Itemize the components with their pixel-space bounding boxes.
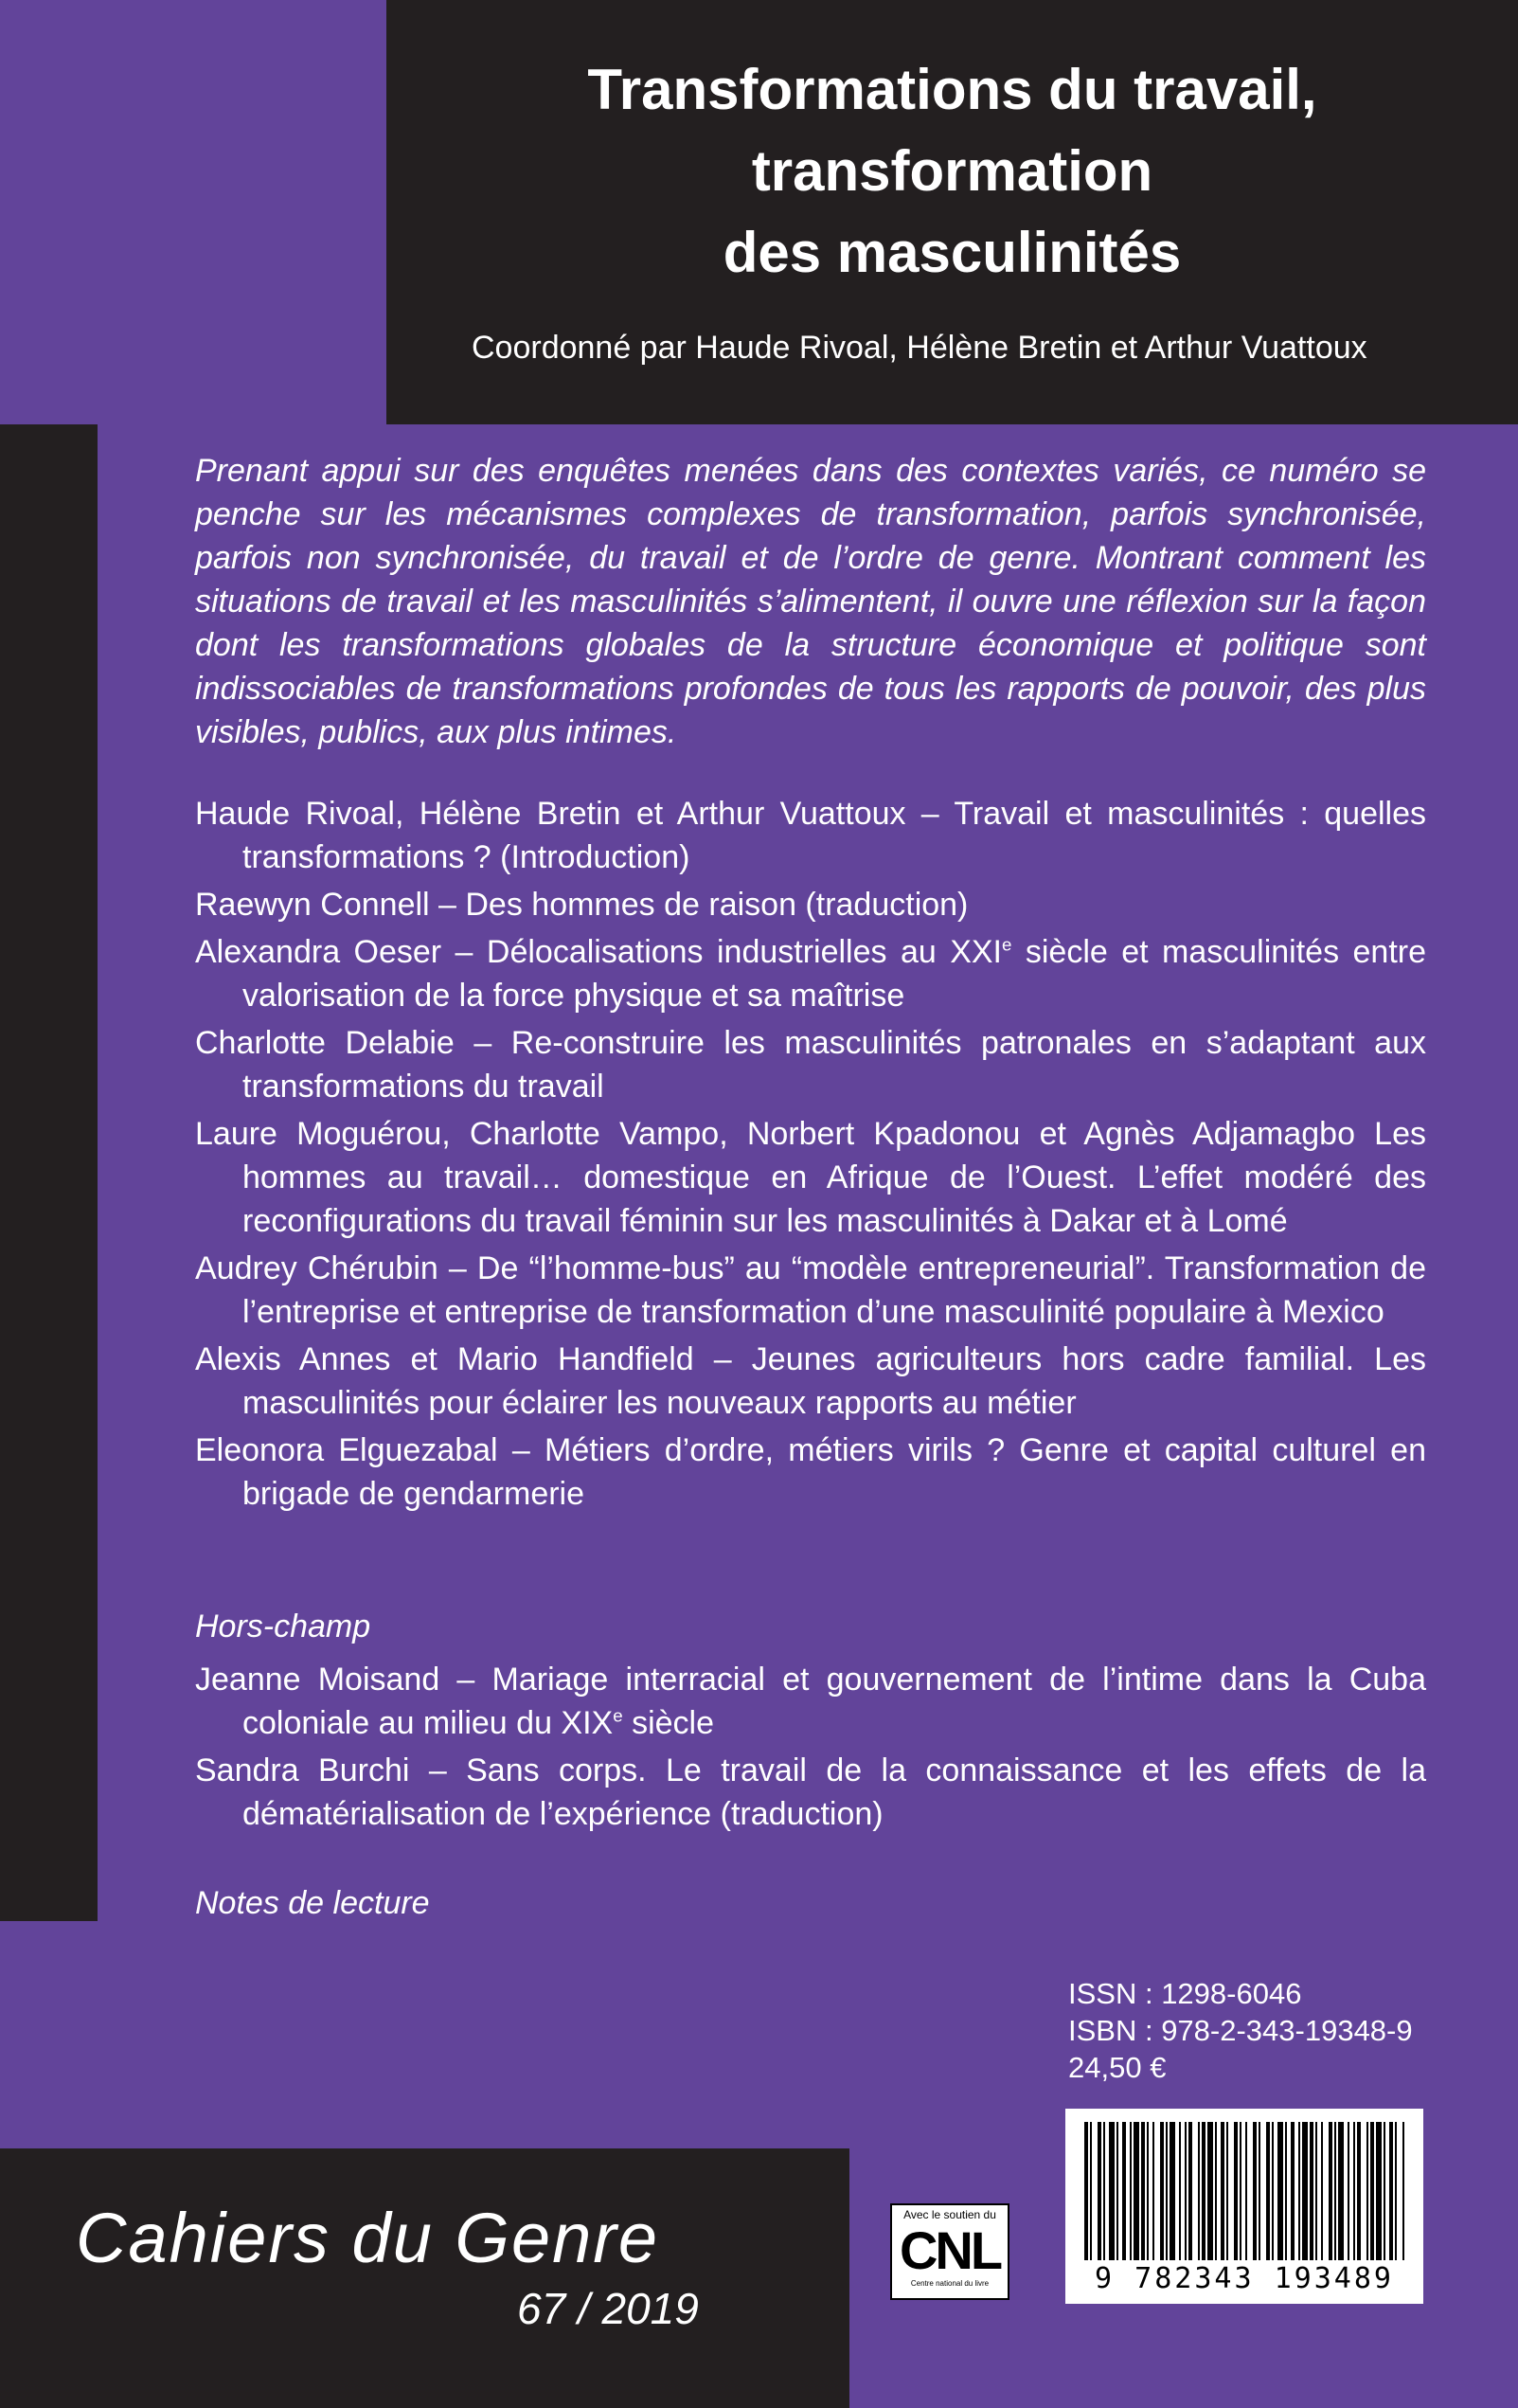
barcode-bar xyxy=(1272,2122,1274,2260)
barcode-bar xyxy=(1384,2122,1385,2260)
toc-item: Sandra Burchi – Sans corps. Le travail de la connaissance et les effets de la dématérialisation de l’expérience (traduction) xyxy=(195,1752,1426,1832)
barcode-bar xyxy=(1338,2122,1344,2260)
barcode-bar xyxy=(1134,2122,1139,2260)
hors-champ-label: Hors-champ xyxy=(195,1608,371,1644)
abstract: Prenant appui sur des enquêtes menées dans des contextes variés, ce numéro se penche sur les mécanismes complexes de transformation, parfois synchronisée, parfois non synchronisée, du travail et de l’ordre de genre. Montrant comment les situations de travail et les masculinités s’alimentent, il ouvre une réflexion sur la façon dont les transformations globales de la structure économique et politique sont indissociables de transformations profondes de tous les rapports de pouvoir, des plus visibles, publics, aux plus intimes. xyxy=(195,453,1426,750)
barcode xyxy=(1065,2109,1423,2304)
notes-label: Notes de lecture xyxy=(195,1885,430,1921)
barcode-bar xyxy=(1389,2122,1393,2260)
barcode-bar xyxy=(1266,2122,1270,2260)
book-title xyxy=(386,49,1518,294)
barcode-bars xyxy=(1084,2122,1404,2260)
barcode-bar xyxy=(1207,2122,1213,2260)
barcode-bar xyxy=(1198,2122,1200,2260)
left-bar xyxy=(0,424,98,1921)
coordinators: Coordonné par Haude Rivoal, Hélène Bretin et Arthur Vuattoux xyxy=(472,330,1367,366)
barcode-bar xyxy=(1084,2122,1088,2260)
barcode-bar xyxy=(1226,2122,1228,2260)
barcode-bar xyxy=(1098,2122,1101,2260)
isbn-block xyxy=(1068,1975,1413,2086)
barcode-bar xyxy=(1160,2122,1164,2260)
price: 24,50 € xyxy=(1068,2051,1167,2084)
barcode-bar xyxy=(1329,2122,1332,2260)
barcode-bar xyxy=(1315,2122,1317,2260)
barcode-bar xyxy=(1170,2122,1175,2260)
title-line: des masculinités xyxy=(723,221,1182,284)
barcode-bar xyxy=(1291,2122,1295,2260)
toc-item: Jeanne Moisand – Mariage interracial et gouvernement de l’intime dans la Cuba coloniale au milieu du XIXe siècle xyxy=(195,1662,1426,1741)
barcode-bar xyxy=(1253,2122,1257,2260)
barcode-bar xyxy=(1245,2122,1247,2260)
barcode-bar xyxy=(1259,2122,1260,2260)
cnl-logo xyxy=(890,2203,1009,2300)
barcode-bar xyxy=(1147,2122,1149,2260)
barcode-bar xyxy=(1166,2122,1168,2260)
barcode-bar xyxy=(1376,2122,1382,2260)
barcode-bar xyxy=(1366,2122,1368,2260)
barcode-bar xyxy=(1395,2122,1397,2260)
toc-item: Haude Rivoal, Hélène Bretin et Arthur Vuattoux – Travail et masculinités : quelles transformations ? (Introduction) xyxy=(195,796,1426,875)
barcode-bar xyxy=(1179,2122,1181,2260)
issn: ISSN : 1298-6046 xyxy=(1068,1977,1302,2010)
barcode-bar xyxy=(1240,2122,1241,2260)
barcode-bar xyxy=(1188,2122,1192,2260)
isbn: ISBN : 978-2-343-19348-9 xyxy=(1068,2014,1413,2047)
barcode-bar xyxy=(1130,2122,1132,2260)
barcode-bar xyxy=(1402,2122,1404,2260)
barcode-bar xyxy=(1215,2122,1217,2260)
journal-block xyxy=(0,2148,849,2408)
barcode-bar xyxy=(1353,2122,1355,2260)
barcode-bar xyxy=(1122,2122,1126,2260)
cnl-support-text: Avec le soutien du xyxy=(903,2208,996,2221)
toc-item: Charlotte Delabie – Re-construire les masculinités patronales en s’adaptant aux transformations du travail xyxy=(195,1025,1426,1105)
barcode-bar xyxy=(1152,2122,1154,2260)
barcode-bar xyxy=(1234,2122,1238,2260)
journal-name: Cahiers du Genre xyxy=(76,2199,660,2277)
barcode-bar xyxy=(1103,2122,1105,2260)
barcode-bar xyxy=(1202,2122,1205,2260)
barcode-digits: 9 782343 193489 xyxy=(1095,2262,1394,2295)
barcode-bar xyxy=(1116,2122,1118,2260)
toc-item: Alexandra Oeser – Délocalisations industrielles au XXIe siècle et masculinités entre valorisation de la force physique et sa maîtrise xyxy=(195,934,1426,1014)
barcode-bar xyxy=(1221,2122,1224,2260)
barcode-bar xyxy=(1090,2122,1092,2260)
barcode-bar xyxy=(1298,2122,1300,2260)
toc-item: Audrey Chérubin – De “l’homme-bus” au “modèle entrepreneurial”. Transformation de l’entreprise et entreprise de transformation d’une masculinité populaire à Mexico xyxy=(195,1250,1426,1330)
barcode-bar xyxy=(1141,2122,1145,2260)
barcode-bar xyxy=(1370,2122,1374,2260)
barcode-bar xyxy=(1357,2122,1361,2260)
title-line: transformation xyxy=(751,139,1153,203)
toc-item: Eleonora Elguezabal – Métiers d’ordre, métiers virils ? Genre et capital culturel en brigade de gendarmerie xyxy=(195,1432,1426,1512)
barcode-bar xyxy=(1277,2122,1283,2260)
barcode-bar xyxy=(1334,2122,1336,2260)
barcode-bar xyxy=(1285,2122,1287,2260)
barcode-bar xyxy=(1348,2122,1349,2260)
table-of-contents xyxy=(195,792,1426,1519)
barcode-bar xyxy=(1310,2122,1313,2260)
toc-item: Laure Moguérou, Charlotte Vampo, Norbert Kpadonou et Agnès Adjamagbo Les hommes au travail… domestique en Afrique de l’Ouest. L’effet modéré des reconfigurations du travail féminin sur les masculinités à Dakar et à Lomé xyxy=(195,1116,1426,1239)
barcode-bar xyxy=(1321,2122,1323,2260)
title-line: Transformations du travail, xyxy=(587,58,1317,121)
barcode-bar xyxy=(1185,2122,1187,2260)
barcode-bar xyxy=(1109,2122,1115,2260)
barcode-bar xyxy=(1302,2122,1308,2260)
toc-item: Alexis Annes et Mario Handfield – Jeunes agriculteurs hors cadre familial. Les masculinités pour éclairer les nouveaux rapports au métier xyxy=(195,1341,1426,1421)
cnl-subtitle: Centre national du livre xyxy=(910,2279,990,2288)
hors-champ-list xyxy=(195,1658,1426,1840)
toc-item: Raewyn Connell – Des hommes de raison (traduction) xyxy=(195,887,969,923)
issue-number: 67 / 2019 xyxy=(517,2284,699,2333)
cnl-logo-text: CNL xyxy=(899,2220,1001,2280)
